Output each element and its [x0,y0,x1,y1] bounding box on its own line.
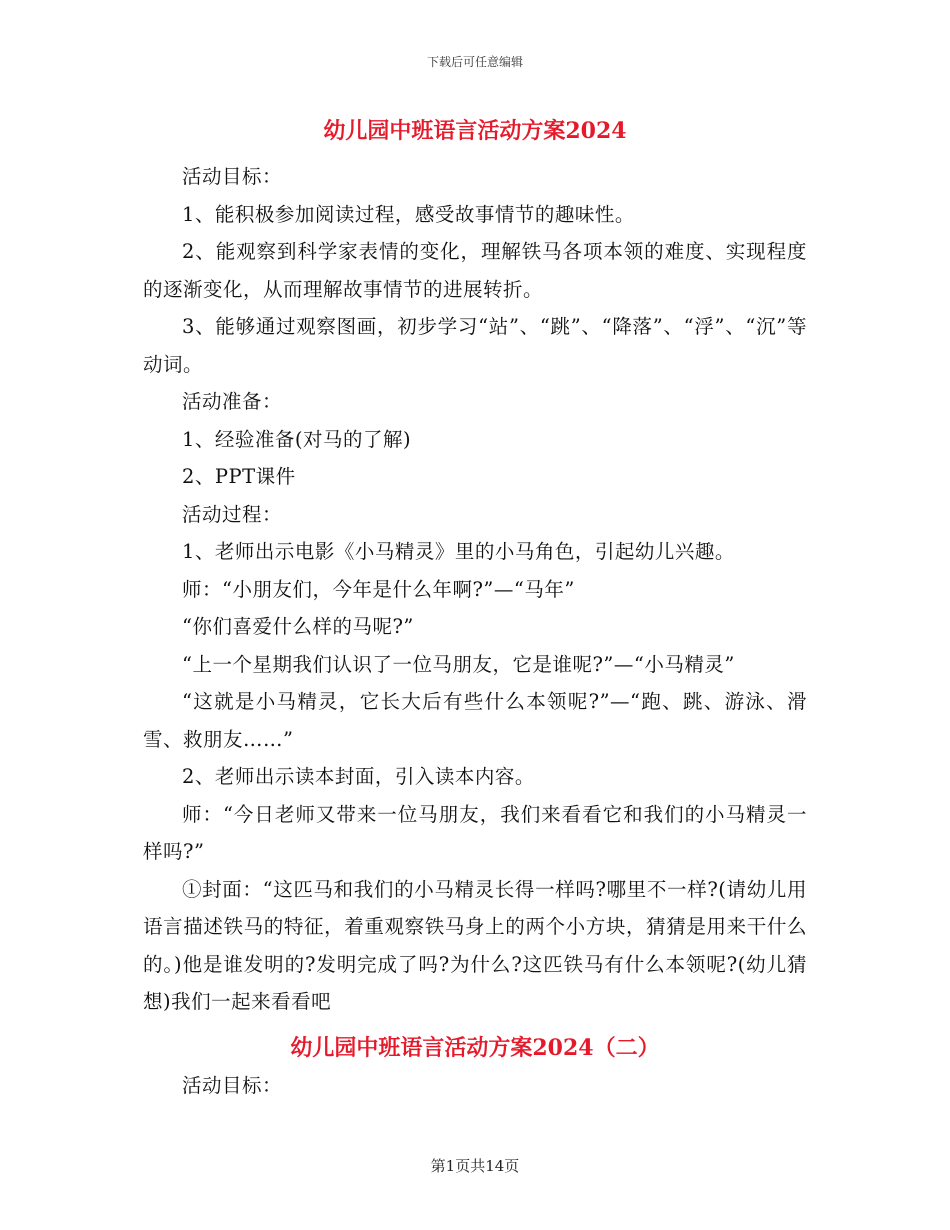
paragraph: 1、能积极参加阅读过程，感受故事情节的趣味性。 [182,202,635,226]
paragraph: 活动准备： [182,390,283,413]
paragraph: “上一个星期我们认识了一位马朋友，它是谁呢?”—“小马精灵” [182,652,735,676]
paragraph: 师：“今日老师又带来一位马朋友，我们来看看它和我们的小马精灵一样吗?” [143,802,807,863]
paragraph: 3、能够通过观察图画，初步学习“站”、“跳”、“降落”、“浮”、“沉”等动词。 [143,315,807,376]
section-title: 幼儿园中班语言活动方案2024（二） [290,1034,660,1061]
paragraph: 活动目标： [182,1073,283,1097]
paragraph: 师：“小朋友们，今年是什么年啊?”—“马年” [182,577,575,601]
paragraph: 活动过程： [182,502,283,526]
paragraph: 1、经验准备(对马的了解) [182,427,412,451]
page-header: 下载后可任意编辑 [426,55,523,69]
paragraph: 1、老师出示电影《小马精灵》里的小马角色，引起幼儿兴趣。 [182,540,735,563]
page-footer: 第1页共14页 [430,1157,520,1175]
paragraph: 活动目标： [182,165,283,188]
document-title: 幼儿园中班语言活动方案2024 [323,118,627,144]
paragraph: “这就是小马精灵，它长大后有些什么本领呢?”—“跑、跳、游泳、滑雪、救朋友……” [143,690,807,751]
paragraph: 2、能观察到科学家表情的变化，理解铁马各项本领的难度、实现程度的逐渐变化，从而理解故事情节的进展转折。 [143,240,807,301]
paragraph: 2、老师出示读本封面，引入读本内容。 [182,765,535,788]
paragraph: ①封面：“这匹马和我们的小马精灵长得一样吗?哪里不一样?(请幼儿用语言描述铁马的特征，着重观察铁马身上的两个小方块，猜猜是用来干什么的。)他是谁发明的?发明完成了吗?为什么?这匹铁马有什么本领呢?(幼儿猜想)我们一起来看看吧 [143,877,807,1013]
paragraph: “你们喜爱什么样的马呢?” [182,615,414,638]
paragraph: 2、PPT课件 [182,465,296,488]
document-body [143,112,807,1104]
